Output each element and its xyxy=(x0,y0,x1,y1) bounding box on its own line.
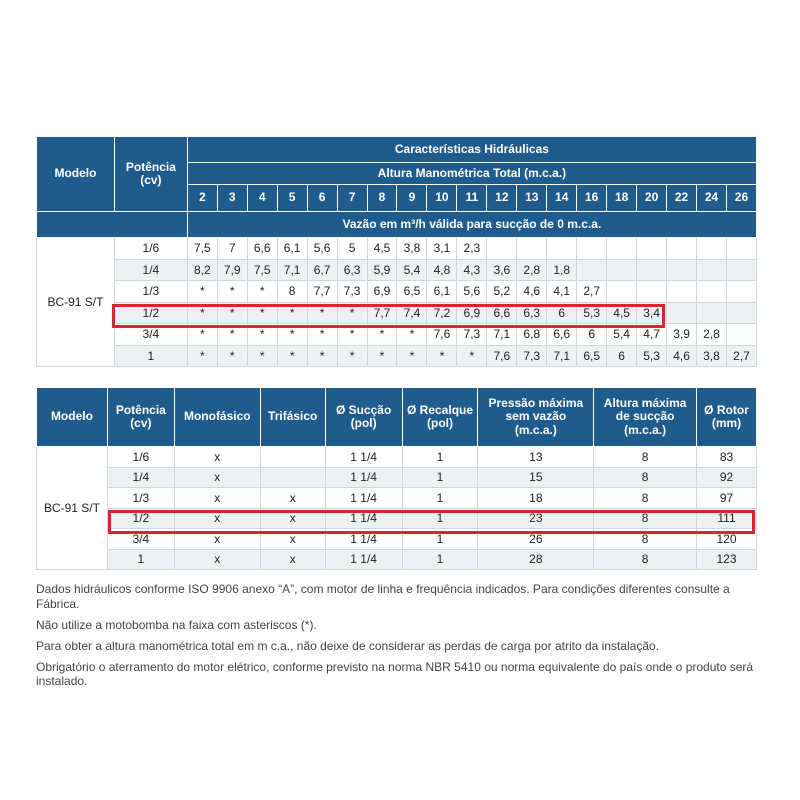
flow-cell: 6,3 xyxy=(517,302,547,324)
spec-cell: 83 xyxy=(697,447,757,468)
spec-header: Ø Recalque (pol) xyxy=(402,388,478,447)
header-height: 16 xyxy=(577,185,607,212)
power-cell: 1/4 xyxy=(114,259,187,281)
flow-cell: * xyxy=(307,345,337,367)
spec-cell: 1/3 xyxy=(107,488,174,509)
spec-cell: 1 xyxy=(402,508,478,529)
flow-cell xyxy=(607,281,637,303)
spec-cell: 1 1/4 xyxy=(325,508,402,529)
spec-cell: x xyxy=(174,488,260,509)
header-height: 7 xyxy=(337,185,367,212)
flow-cell: 7,6 xyxy=(487,345,517,367)
power-cell: 1/2 xyxy=(114,302,187,324)
header-height: 9 xyxy=(397,185,427,212)
flow-cell xyxy=(697,238,727,260)
header-height: 13 xyxy=(517,185,547,212)
spec-cell xyxy=(260,447,325,468)
footnotes xyxy=(36,582,776,695)
flow-cell: 5,4 xyxy=(607,324,637,346)
flow-cell: 6,6 xyxy=(247,238,277,260)
flow-cell: 7,9 xyxy=(217,259,247,281)
spec-cell: x xyxy=(260,549,325,570)
flow-cell: 4,8 xyxy=(427,259,457,281)
spec-cell: 8 xyxy=(594,488,697,509)
header-height: 14 xyxy=(547,185,577,212)
spec-cell: 15 xyxy=(478,467,594,488)
flow-cell: 2,3 xyxy=(457,238,487,260)
header-height: 11 xyxy=(457,185,487,212)
flow-cell: * xyxy=(187,345,217,367)
header-height: 20 xyxy=(637,185,667,212)
flow-cell: 2,7 xyxy=(577,281,607,303)
spec-cell: 1 xyxy=(402,549,478,570)
flow-cell xyxy=(637,238,667,260)
power-cell: 1/6 xyxy=(114,238,187,260)
flow-cell: * xyxy=(457,345,487,367)
flow-cell: 3,8 xyxy=(397,238,427,260)
flow-cell: 7,3 xyxy=(457,324,487,346)
flow-cell: 2,7 xyxy=(726,345,756,367)
power-cell: 1/3 xyxy=(114,281,187,303)
power-cell: 1 xyxy=(114,345,187,367)
spec-cell: 1/6 xyxy=(107,447,174,468)
model-name: BC-91 S/T xyxy=(37,238,115,367)
flow-cell: 7,7 xyxy=(307,281,337,303)
flow-cell: 7,3 xyxy=(337,281,367,303)
flow-cell: * xyxy=(277,324,307,346)
table-row xyxy=(37,324,757,346)
flow-cell: 7,1 xyxy=(277,259,307,281)
spec-cell: x xyxy=(260,488,325,509)
flow-cell: 6,7 xyxy=(307,259,337,281)
flow-cell: * xyxy=(217,324,247,346)
table-row xyxy=(37,281,757,303)
flow-cell: 1,8 xyxy=(547,259,577,281)
flow-cell: 7,4 xyxy=(397,302,427,324)
flow-cell: 3,9 xyxy=(667,324,697,346)
flow-cell xyxy=(577,259,607,281)
flow-cell xyxy=(577,238,607,260)
flow-cell: 7,6 xyxy=(427,324,457,346)
model-name: BC-91 S/T xyxy=(37,447,108,570)
spec-header: Monofásico xyxy=(174,388,260,447)
flow-cell: 5,9 xyxy=(367,259,397,281)
flow-cell: * xyxy=(217,302,247,324)
flow-cell: * xyxy=(427,345,457,367)
spec-cell: 8 xyxy=(594,549,697,570)
flow-cell xyxy=(667,302,697,324)
header-height: 5 xyxy=(277,185,307,212)
header-head-subtitle: Altura Manométrica Total (m.c.a.) xyxy=(187,163,756,185)
flow-cell: * xyxy=(337,324,367,346)
flow-cell xyxy=(667,259,697,281)
flow-cell: 5,4 xyxy=(397,259,427,281)
flow-cell: * xyxy=(247,281,277,303)
flow-cell: * xyxy=(277,345,307,367)
note-2: Não utilize a motobomba na faixa com asteriscos (*). xyxy=(36,617,317,632)
spec-cell: x xyxy=(174,508,260,529)
flow-cell: 8,2 xyxy=(187,259,217,281)
table-row xyxy=(37,302,757,324)
flow-cell: 6,1 xyxy=(427,281,457,303)
flow-cell xyxy=(637,259,667,281)
flow-cell: 7,5 xyxy=(247,259,277,281)
flow-cell: 6,9 xyxy=(457,302,487,324)
flow-cell: * xyxy=(187,302,217,324)
flow-cell: 4,1 xyxy=(547,281,577,303)
flow-cell: 7,1 xyxy=(547,345,577,367)
spec-header: Trifásico xyxy=(260,388,325,447)
spec-cell: 8 xyxy=(594,529,697,550)
spec-cell: 1 1/4 xyxy=(325,549,402,570)
flow-cell: 5,6 xyxy=(307,238,337,260)
flow-cell: 6,8 xyxy=(517,324,547,346)
header-model: Modelo xyxy=(37,137,115,212)
spec-cell: 111 xyxy=(697,508,757,529)
spec-header: Potência (cv) xyxy=(107,388,174,447)
spec-cell: 1 xyxy=(402,447,478,468)
flow-cell: 2,8 xyxy=(517,259,547,281)
flow-cell xyxy=(667,238,697,260)
spec-cell: 13 xyxy=(478,447,594,468)
spec-cell: 1 xyxy=(402,467,478,488)
header-height: 24 xyxy=(697,185,727,212)
spec-cell: x xyxy=(174,447,260,468)
flow-cell xyxy=(726,281,756,303)
spec-cell: 1 1/4 xyxy=(325,467,402,488)
flow-cell xyxy=(517,238,547,260)
header-height: 26 xyxy=(726,185,756,212)
flow-cell: * xyxy=(247,302,277,324)
table-row xyxy=(37,467,757,488)
flow-cell: 3,6 xyxy=(487,259,517,281)
header-height: 18 xyxy=(607,185,637,212)
header-height: 2 xyxy=(187,185,217,212)
flow-cell: 6,9 xyxy=(367,281,397,303)
flow-cell: 5,3 xyxy=(577,302,607,324)
flow-cell: 4,3 xyxy=(457,259,487,281)
spec-header: Altura máxima de sucção (m.c.a.) xyxy=(594,388,697,447)
flow-cell: * xyxy=(337,302,367,324)
flow-cell: 4,6 xyxy=(667,345,697,367)
table-row xyxy=(37,529,757,550)
table-row xyxy=(37,488,757,509)
spec-cell: 1/4 xyxy=(107,467,174,488)
table-row xyxy=(37,259,757,281)
flow-cell: 7,7 xyxy=(367,302,397,324)
spec-cell: 28 xyxy=(478,549,594,570)
flow-cell: 5,2 xyxy=(487,281,517,303)
flow-cell: * xyxy=(367,345,397,367)
electrical-specs-table xyxy=(36,387,757,570)
spec-cell: x xyxy=(174,467,260,488)
flow-cell xyxy=(697,281,727,303)
spec-header: Ø Sucção (pol) xyxy=(325,388,402,447)
spec-cell: 23 xyxy=(478,508,594,529)
spec-cell: 120 xyxy=(697,529,757,550)
flow-cell: 5,3 xyxy=(637,345,667,367)
flow-cell: * xyxy=(307,324,337,346)
table-row xyxy=(37,549,757,570)
flow-cell: 6 xyxy=(577,324,607,346)
flow-cell: 4,7 xyxy=(637,324,667,346)
header-height: 8 xyxy=(367,185,397,212)
flow-cell xyxy=(726,238,756,260)
flow-cell xyxy=(547,238,577,260)
flow-cell: * xyxy=(187,281,217,303)
flow-cell xyxy=(697,259,727,281)
note-3: Para obter a altura manométrica total em m c.a., não deixe de considerar as perdas de carga por atrito da instalação. xyxy=(36,638,660,653)
flow-cell: * xyxy=(307,302,337,324)
flow-cell: * xyxy=(367,324,397,346)
flow-cell: * xyxy=(217,281,247,303)
flow-cell: * xyxy=(397,345,427,367)
flow-cell: 7,2 xyxy=(427,302,457,324)
flow-cell xyxy=(607,259,637,281)
spec-header: Pressão máxima sem vazão (m.c.a.) xyxy=(478,388,594,447)
flow-cell xyxy=(697,302,727,324)
spec-cell: 1/2 xyxy=(107,508,174,529)
spec-cell: 92 xyxy=(697,467,757,488)
spec-cell: 123 xyxy=(697,549,757,570)
header-power: Potência (cv) xyxy=(114,137,187,212)
flow-cell: 7 xyxy=(217,238,247,260)
flow-cell: 6,1 xyxy=(277,238,307,260)
spec-cell: 1 xyxy=(107,549,174,570)
note-1: Dados hidráulicos conforme ISO 9906 anexo “A”, com motor de linha e frequência indicados. Para condições diferentes consulte a Fábrica. xyxy=(36,582,730,611)
flow-cell: 6,3 xyxy=(337,259,367,281)
flow-cell xyxy=(667,281,697,303)
spec-cell: x xyxy=(260,529,325,550)
flow-cell: 6 xyxy=(607,345,637,367)
spec-cell: 1 1/4 xyxy=(325,447,402,468)
header-height: 12 xyxy=(487,185,517,212)
spec-cell: x xyxy=(260,508,325,529)
header-height: 22 xyxy=(667,185,697,212)
flow-cell: 6,5 xyxy=(577,345,607,367)
flow-cell: 4,5 xyxy=(607,302,637,324)
flow-cell: * xyxy=(337,345,367,367)
spec-cell: 3/4 xyxy=(107,529,174,550)
table-row xyxy=(37,345,757,367)
flow-cell xyxy=(607,238,637,260)
flow-cell: 3,4 xyxy=(637,302,667,324)
spec-cell: 97 xyxy=(697,488,757,509)
spec-cell: 8 xyxy=(594,467,697,488)
spec-cell: 8 xyxy=(594,508,697,529)
power-cell: 3/4 xyxy=(114,324,187,346)
flow-cell: 5 xyxy=(337,238,367,260)
spec-cell xyxy=(260,467,325,488)
flow-cell: * xyxy=(397,324,427,346)
flow-cell xyxy=(487,238,517,260)
flow-cell xyxy=(726,302,756,324)
flow-cell: 7,3 xyxy=(517,345,547,367)
flow-cell: 6 xyxy=(547,302,577,324)
spec-cell: 18 xyxy=(478,488,594,509)
note-4: Obrigatório o aterramento do motor elétrico, conforme previsto na norma NBR 5410 ou norma equivalente do país onde o produto será instalado. xyxy=(36,659,754,688)
flow-cell: 6,6 xyxy=(547,324,577,346)
spec-cell: 1 1/4 xyxy=(325,529,402,550)
header-height: 6 xyxy=(307,185,337,212)
flow-cell: 7,5 xyxy=(187,238,217,260)
flow-cell: * xyxy=(247,324,277,346)
flow-cell: 5,6 xyxy=(457,281,487,303)
spec-cell: 1 xyxy=(402,488,478,509)
header-hydraulic-title: Características Hidráulicas xyxy=(187,137,756,163)
spec-cell: x xyxy=(174,549,260,570)
header-flow-label: Vazão em m³/h válida para sucção de 0 m.c.a. xyxy=(187,212,756,238)
flow-cell: 4,6 xyxy=(517,281,547,303)
spec-header: Ø Rotor (mm) xyxy=(697,388,757,447)
flow-cell xyxy=(637,281,667,303)
table-row xyxy=(37,447,757,468)
flow-cell: 8 xyxy=(277,281,307,303)
flow-cell: 2,8 xyxy=(697,324,727,346)
table-row xyxy=(37,238,757,260)
hydraulic-characteristics-table xyxy=(36,136,757,367)
flow-cell: 3,1 xyxy=(427,238,457,260)
flow-cell: * xyxy=(217,345,247,367)
flow-cell xyxy=(726,324,756,346)
flow-cell: 6,5 xyxy=(397,281,427,303)
spec-cell: 1 xyxy=(402,529,478,550)
header-height: 10 xyxy=(427,185,457,212)
flow-cell: 4,5 xyxy=(367,238,397,260)
spec-cell: x xyxy=(174,529,260,550)
table-row xyxy=(37,508,757,529)
header-height: 3 xyxy=(217,185,247,212)
header-height: 4 xyxy=(247,185,277,212)
flow-cell: * xyxy=(187,324,217,346)
spec-cell: 26 xyxy=(478,529,594,550)
spec-cell: 8 xyxy=(594,447,697,468)
flow-cell: 6,6 xyxy=(487,302,517,324)
flow-cell: 3,8 xyxy=(697,345,727,367)
spec-header: Modelo xyxy=(37,388,108,447)
flow-cell: * xyxy=(277,302,307,324)
flow-cell: 7,1 xyxy=(487,324,517,346)
flow-cell xyxy=(726,259,756,281)
spec-cell: 1 1/4 xyxy=(325,488,402,509)
flow-cell: * xyxy=(247,345,277,367)
